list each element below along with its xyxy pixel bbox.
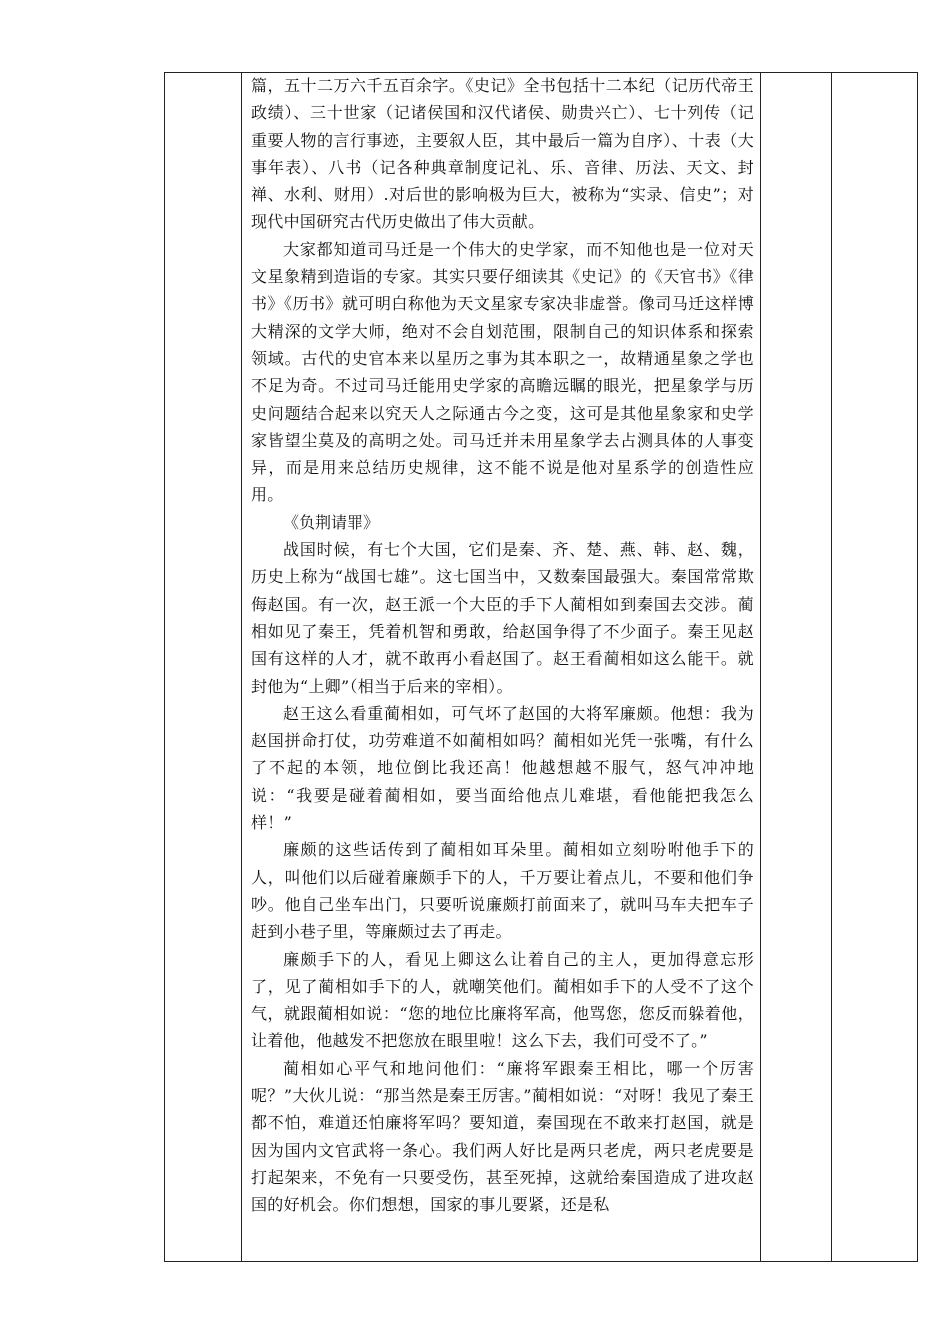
paragraph-lian-po-anger: 赵王这么看重蔺相如，可气坏了赵国的大将军廉颇。他想：我为赵国拼命打仗，功劳难道不如蔺相如吗？蔺相如光凭一张嘴，有什么了不起的本领，地位倒比我还高！他越想越不服气，怒气冲冲地说：“我要是碰着蔺相如，要当面给他点儿难堪，看他能把我怎么样！”	[251, 703, 754, 833]
column-divider-2	[760, 73, 761, 1261]
paragraph-lin-xiangru-yields: 廉颇的这些话传到了蔺相如耳朵里。蔺相如立刻吩咐他手下的人，叫他们以后碰着廉颇手下的人，千万要让着点儿，不要和他们争吵。他自己坐车出门，只要听说廉颇打前面来了，就叫马车夫把车子赶到小巷子里，等廉颇过去了再走。	[251, 840, 754, 942]
paragraph-retainers-complain: 廉颇手下的人，看见上卿这么让着自己的主人，更加得意忘形了，见了蔺相如手下的人，就嘲笑他们。蔺相如手下的人受不了这个气，就跟蔺相如说：“您的地位比廉将军高，他骂您，您反而躲着他，让着他，他越发不把您放在眼里啦！这么下去，我们可受不了。”	[251, 949, 754, 1051]
paragraph-two-tigers: 蔺相如心平气和地问他们：“廉将军跟秦王相比，哪一个厉害呢？”大伙儿说：“那当然是秦王厉害。”蔺相如说：“对呀！我见了秦王都不怕，难道还怕廉将军吗？要知道，秦国现在不敢来打赵国，就是因为国内文官武将一条心。我们两人好比是两只老虎，两只老虎要是打起架来，不免有一只要受伤，甚至死掉，这就给秦国造成了进攻赵国的好机会。你们想想，国家的事儿要紧，还是私	[251, 1058, 754, 1215]
story-title: 《负荆请罪》	[283, 512, 380, 532]
paragraph-shiji-structure: 篇，五十二万六千五百余字。《史记》全书包括十二本纪（记历代帝王政绩）、三十世家（记诸侯国和汉代诸侯、勋贵兴亡）、七十列传（记重要人物的言行事迹，主要叙人臣，其中最后一篇为自序）、十表（大事年表）、八书（记各种典章制度记礼、乐、音律、历法、天文、封禅、水利、财用）.对后世的影响极为巨大，被称为“实录、信史”；对现代中国研究古代历史做出了伟大贡献。	[251, 76, 754, 232]
paragraph-sima-qian-astronomy: 大家都知道司马迁是一个伟大的史学家，而不知他也是一位对天文星象精到造诣的专家。其实只要仔细读其《史记》的《天官书》《律书》《历书》就可明白称他为天文星家专家决非虚誉。像司马迁这样博大精深的文学大师，绝对不会自划范围，限制自己的知识体系和探索领域。古代的史官本来以星历之事为其本职之一，故精通星象之学也不足为奇。不过司马迁能用史学家的高瞻远瞩的眼光，把星象学与历史问题结合起来以究天人之际通古今之变，这可是其他星象家和史学家皆望尘莫及的高明之处。司马迁并未用星象学去占测具体的人事变异，而是用来总结历史规律，这不能不说是他对星系学的创造性应用。	[251, 239, 754, 505]
column-divider-1	[241, 73, 242, 1261]
lesson-content-cell	[245, 72, 760, 1262]
column-divider-3	[831, 73, 832, 1261]
paragraph-warring-states: 战国时候，有七个大国，它们是秦、齐、楚、燕、韩、赵、魏，历史上称为“战国七雄”。这七国当中，又数秦国最强大。秦国常常欺侮赵国。有一次，赵王派一个大臣的手下人蔺相如到秦国去交涉。蔺相如见了秦王，凭着机智和勇敢，给赵国争得了不少面子。秦王见赵国有这样的人才，就不敢再小看赵国了。赵王看蔺相如这么能干。就封他为“上卿”（相当于后来的宰相）。	[251, 540, 754, 696]
